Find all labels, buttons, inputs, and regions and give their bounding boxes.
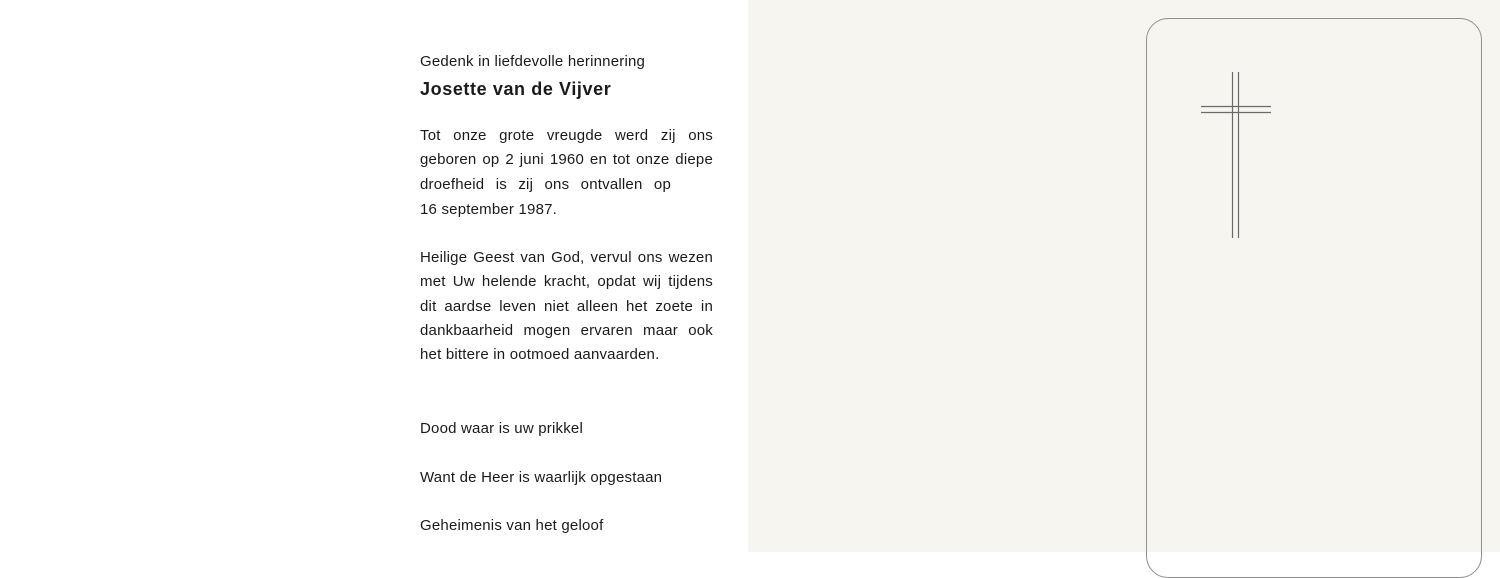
acclamation-line: Geheimenis van het geloof — [420, 517, 604, 534]
prayer-line: dankbaarheid mogen ervaren maar ook — [420, 322, 713, 339]
cross-icon — [1201, 72, 1271, 238]
prayer-line: dit aardse leven niet alleen het zoete in — [420, 298, 713, 315]
acclamation-line: Want de Heer is waarlijk opgestaan — [420, 469, 663, 486]
acclamation-line: Dood waar is uw prikkel — [420, 420, 583, 437]
bio-line: droefheid is zij ons ontvallen op — [420, 176, 671, 193]
prayer-line: Heilige Geest van God, vervul ons wezen — [420, 249, 713, 266]
bio-line: Tot onze grote vreugde werd zij ons — [420, 127, 713, 144]
bio-line: 16 september 1987. — [420, 201, 558, 218]
cover-frame — [1146, 18, 1482, 578]
prayer-line: met Uw helende kracht, opdat wij tijdens — [420, 273, 713, 290]
bio-line: geboren op 2 juni 1960 en tot onze diepe — [420, 151, 713, 168]
intro-text: Gedenk in liefdevolle herinnering — [420, 53, 646, 70]
deceased-name: Josette van de Vijver — [420, 79, 612, 99]
prayer-line: het bittere in ootmoed aanvaarden. — [420, 346, 660, 363]
